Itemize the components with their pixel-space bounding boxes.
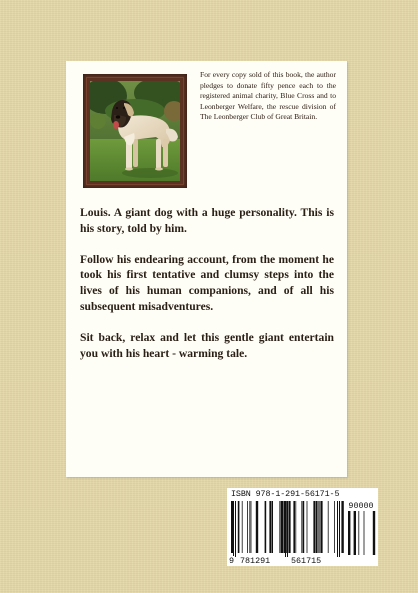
barcode-guard-bar [233, 501, 234, 557]
barcode-bar [328, 501, 329, 553]
barcode-bar [249, 501, 250, 553]
barcode-bar [373, 511, 375, 555]
barcode-bar [303, 501, 305, 553]
blurb-paragraph: Follow his endearing account, from the moment he took his first tentative and clumsy steps into the lives of his human companions, and of all his subsequent misadventures. [80, 252, 334, 313]
barcode-guard-bar [287, 501, 288, 557]
barcode-bar [238, 501, 240, 553]
barcode-bar [265, 501, 267, 553]
ean-left-digits: 781291 [240, 556, 271, 566]
barcode-bar [295, 501, 296, 553]
barcode-bar [354, 511, 356, 555]
barcode-bar [307, 501, 308, 553]
price-barcode-bars [346, 511, 376, 557]
barcode-bar [313, 501, 315, 553]
barcode-bar [256, 501, 258, 553]
barcode-bar [334, 501, 335, 553]
photo-frame [83, 74, 187, 188]
barcode-bar [269, 501, 271, 553]
ean-barcode-bars [229, 501, 344, 557]
barcode-bar [279, 501, 280, 553]
blurb-paragraph: Louis. A giant dog with a huge personality. This is his story, told by him. [80, 206, 334, 235]
book-blurb [80, 205, 334, 376]
ean-right-digits: 561715 [291, 556, 322, 566]
barcode-bar [348, 511, 350, 555]
blurb-paragraph: Sit back, relax and let this gentle giant entertain you with his heart - warming tale. [80, 330, 334, 360]
barcode-bar [321, 501, 323, 553]
barcode-bar [242, 501, 243, 553]
barcode-bar [319, 501, 320, 553]
barcode-bar [358, 511, 359, 555]
barcode-guard-bar [235, 501, 236, 557]
barcode-bar [281, 501, 283, 553]
barcode-bar [289, 501, 291, 553]
charity-pledge-text: For every copy sold of this book, the author pledges to donate fifty pence each to the registered animal charity, Blue Cross and to Leonberger Welfare, the rescue division of The Leonberger Club of Great Britain. [200, 70, 336, 122]
barcode-guard-bar [337, 501, 338, 557]
dog-photo [90, 81, 180, 181]
back-cover-panel [66, 61, 347, 477]
barcode-bar [320, 501, 321, 553]
dog-illustration [90, 81, 180, 181]
price-code: 90000 [348, 501, 374, 511]
barcode-bar [271, 501, 273, 553]
barcode-bar [364, 511, 365, 555]
isbn-barcode [227, 488, 378, 566]
barcode-bar [247, 501, 248, 553]
barcode-bar [301, 501, 302, 553]
isbn-label: ISBN 978-1-291-56171-5 [231, 489, 340, 499]
barcode-bar [251, 501, 252, 553]
barcode-bar [341, 501, 343, 553]
barcode-guard-bar [339, 501, 340, 557]
barcode-bar [315, 501, 317, 553]
barcode-bar [293, 501, 295, 553]
barcode-bar [317, 501, 318, 553]
ean-first-digit: 9 [229, 556, 235, 566]
barcode-guard-bar [285, 501, 286, 557]
